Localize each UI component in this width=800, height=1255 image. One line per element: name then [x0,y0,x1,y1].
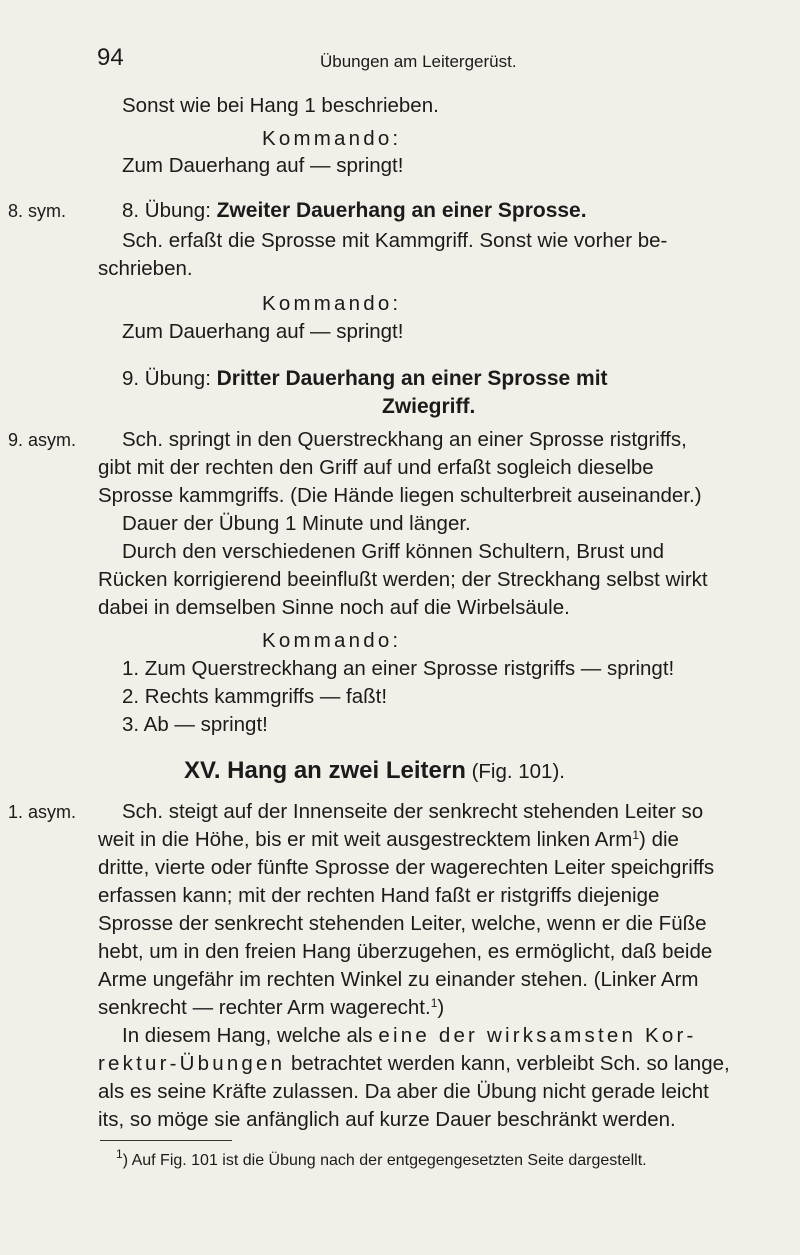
text-line [122,1022,697,1050]
exercise-title: Zweiter Dauerhang an einer Sprosse. [216,199,587,222]
text-line: its, so möge sie anfänglich auf kurze Dauer beschränkt werden. [98,1108,676,1131]
text-line [98,1050,730,1078]
section-heading [184,757,565,786]
text-fragment: ) die [639,828,679,851]
text-line-with-note [98,994,444,1022]
kommando-label: Kommando: [262,292,402,315]
text-line: gibt mit der rechten den Griff auf und erfaßt sogleich dieselbe [98,456,654,479]
exercise-number: 9. Übung: [122,367,211,390]
text-line: Sprosse der senkrecht stehenden Leiter, welche, wenn er die Füße [98,912,707,935]
text-line: erfassen kann; mit der rechten Hand faßt er ristgriffs diejenige [98,884,660,907]
footnote-text: ) Auf Fig. 101 ist die Übung nach der entgegengesetzten Seite dargestellt. [122,1152,647,1169]
text-line: Rücken korrigierend beeinflußt werden; der Streckhang selbst wirkt [98,568,708,591]
text-line: dritte, vierte oder fünfte Sprosse der wagerechten Leiter speichgriffs [98,856,715,879]
margin-note: 1. asym. [8,802,77,822]
text-line: Sonst wie bei Hang 1 beschrieben. [122,94,439,117]
margin-note: 9. asym. [8,430,77,450]
footnote-marker: 1 [430,996,438,1010]
text-line: dabei in demselben Sinne noch auf die Wirbelsäule. [98,596,570,619]
page-number: 94 [97,44,124,71]
text-line: Sch. steigt auf der Innenseite der senkrecht stehenden Leiter so [122,800,704,823]
figure-reference: (Fig. 101). [471,760,565,783]
command-line: Zum Dauerhang auf — springt! [122,320,404,343]
text-line: Sprosse kammgriffs. (Die Hände liegen schulterbreit auseinander.) [98,484,702,507]
text-line: Durch den verschiedenen Griff können Schultern, Brust und [122,540,665,563]
margin-note: 8. sym. [8,201,67,221]
footnote [116,1147,647,1172]
spaced-emphasis: rektur-Übungen [98,1052,286,1075]
footnote-rule [100,1140,232,1141]
exercise-title: Dritter Dauerhang an einer Sprosse mit [216,367,608,390]
exercise-9-heading [122,365,608,393]
footnote-marker: 1 [116,1147,123,1161]
command-line: 3. Ab — springt! [122,713,268,736]
text-line: hebt, um in den freien Hang überzugehen, es ermöglicht, daß beide [98,940,713,963]
text-fragment: ) [437,996,445,1019]
exercise-title-part: Zwiegriff. [382,395,476,418]
running-title: Übungen am Leitergerüst. [320,52,517,71]
exercise-8-heading [122,197,587,225]
text-line: als es seine Kräfte zulassen. Da aber die Übung nicht gerade leicht [98,1080,709,1103]
text-fragment: betrachtet werden kann, verbleibt Sch. so lange, [290,1052,730,1075]
command-line: 1. Zum Querstreckhang an einer Sprosse ristgriffs — springt! [122,657,675,680]
kommando-label: Kommando: [262,127,402,150]
text-line: Sch. springt in den Querstreckhang an einer Sprosse ristgriffs, [122,428,687,451]
kommando-label: Kommando: [262,629,402,652]
text-fragment: weit in die Höhe, bis er mit weit ausgestrecktem linken Arm [98,828,633,851]
text-line: Dauer der Übung 1 Minute und länger. [122,512,471,535]
command-line: 2. Rechts kammgriffs — faßt! [122,685,388,708]
spaced-emphasis: eine der wirksamsten Kor- [378,1024,697,1047]
exercise-number: 8. Übung: [122,199,211,222]
text-line: Arme ungefähr im rechten Winkel zu einander stehen. (Linker Arm [98,968,699,991]
text-fragment: In diesem Hang, welche als [122,1024,373,1047]
section-title: XV. Hang an zwei Leitern [184,757,466,784]
footnote-marker: 1 [632,828,640,842]
text-line-with-note [98,826,679,854]
exercise-title-cont [382,393,475,421]
text-line: schrieben. [98,257,193,280]
text-line: Sch. erfaßt die Sprosse mit Kammgriff. Sonst wie vorher be- [122,229,668,252]
text-fragment: senkrecht — rechter Arm wagerecht. [98,996,431,1019]
command-line: Zum Dauerhang auf — springt! [122,154,404,177]
